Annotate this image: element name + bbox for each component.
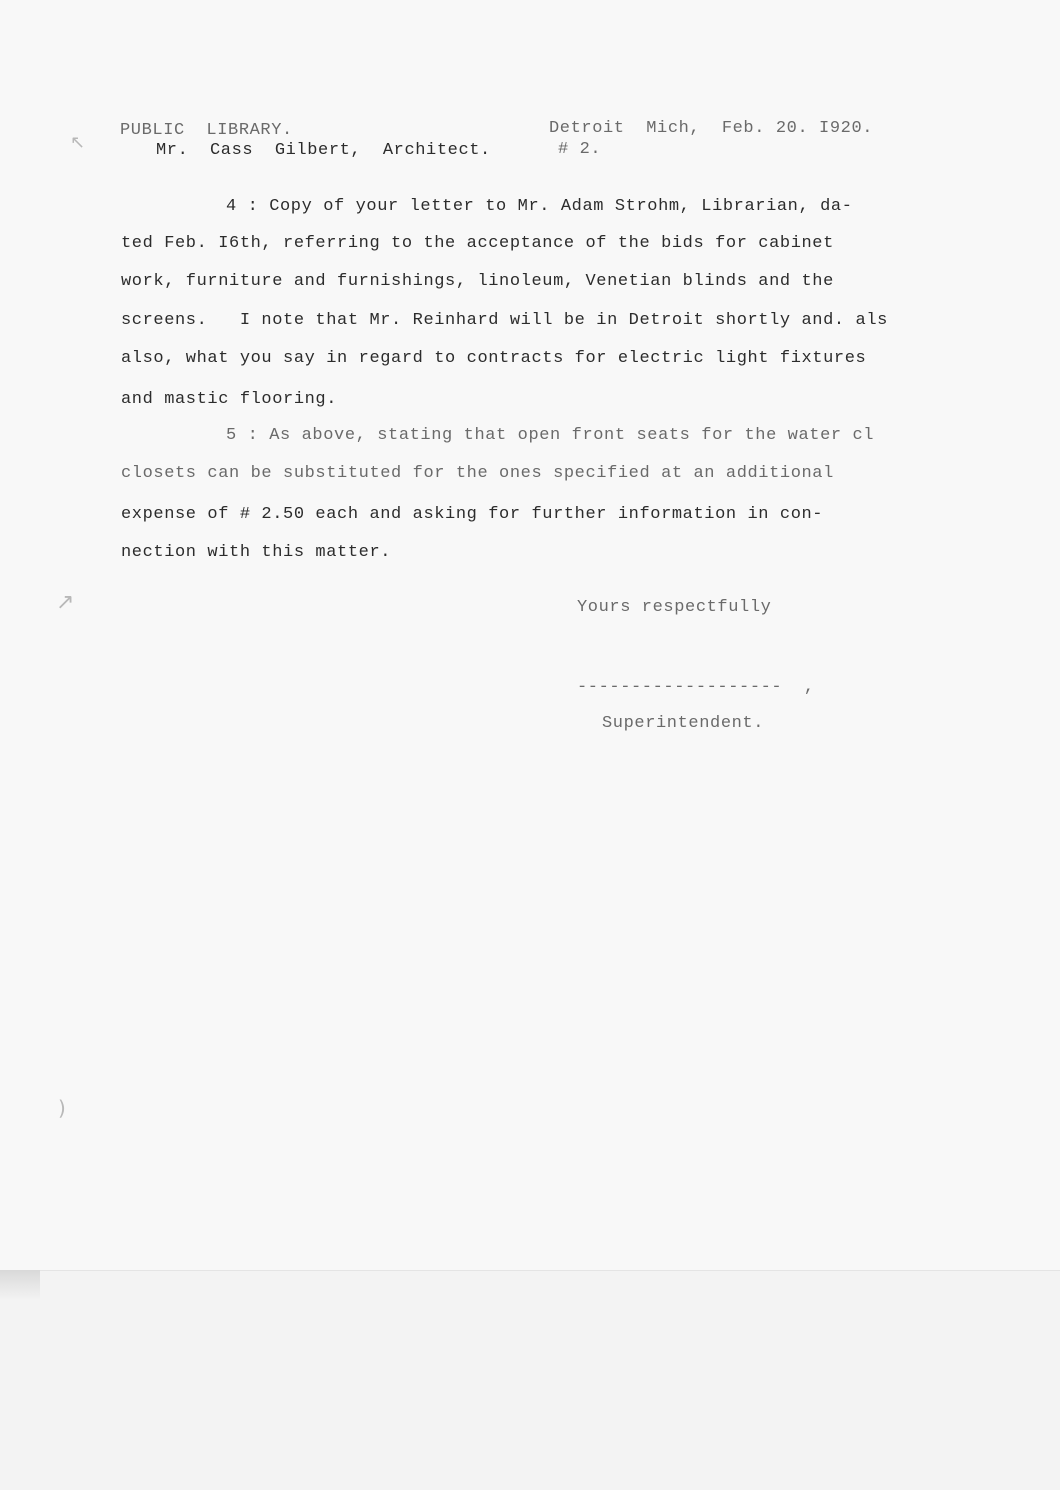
- margin-tick-mark: ): [58, 1096, 66, 1120]
- body-line: work, furniture and furnishings, linoleum, Venetian blinds and the: [121, 272, 834, 291]
- closing: Yours respectfully: [577, 598, 772, 617]
- body-line: closets can be substituted for the ones specified at an additional: [121, 464, 834, 483]
- signature-line: ------------------- ,: [577, 678, 815, 697]
- signature-title: Superintendent.: [602, 714, 765, 733]
- body-line: 4 : Copy of your letter to Mr. Adam Strohm, Librarian, da-: [226, 197, 853, 216]
- body-line: also, what you say in regard to contracts for electric light fixtures: [121, 349, 867, 368]
- header-left: PUBLIC LIBRARY.: [120, 121, 293, 140]
- margin-tick-mark: ↗: [56, 590, 75, 615]
- body-line: nection with this matter.: [121, 543, 392, 562]
- paper-edge-shadow: [0, 1270, 40, 1300]
- margin-tick-mark: ↖: [70, 132, 86, 153]
- addressee: Mr. Cass Gilbert, Architect.: [156, 141, 491, 160]
- body-line: 5 : As above, stating that open front seats for the water cl: [226, 426, 875, 445]
- body-line: screens. I note that Mr. Reinhard will be in Detroit shortly and. als: [121, 311, 888, 330]
- body-line: ted Feb. I6th, referring to the acceptance of the bids for cabinet: [121, 234, 834, 253]
- header-date: Detroit Mich, Feb. 20. I920.: [549, 119, 874, 138]
- body-line: expense of # 2.50 each and asking for further information in con-: [121, 505, 824, 524]
- page-number: # 2.: [558, 140, 602, 159]
- body-line: and mastic flooring.: [121, 390, 338, 409]
